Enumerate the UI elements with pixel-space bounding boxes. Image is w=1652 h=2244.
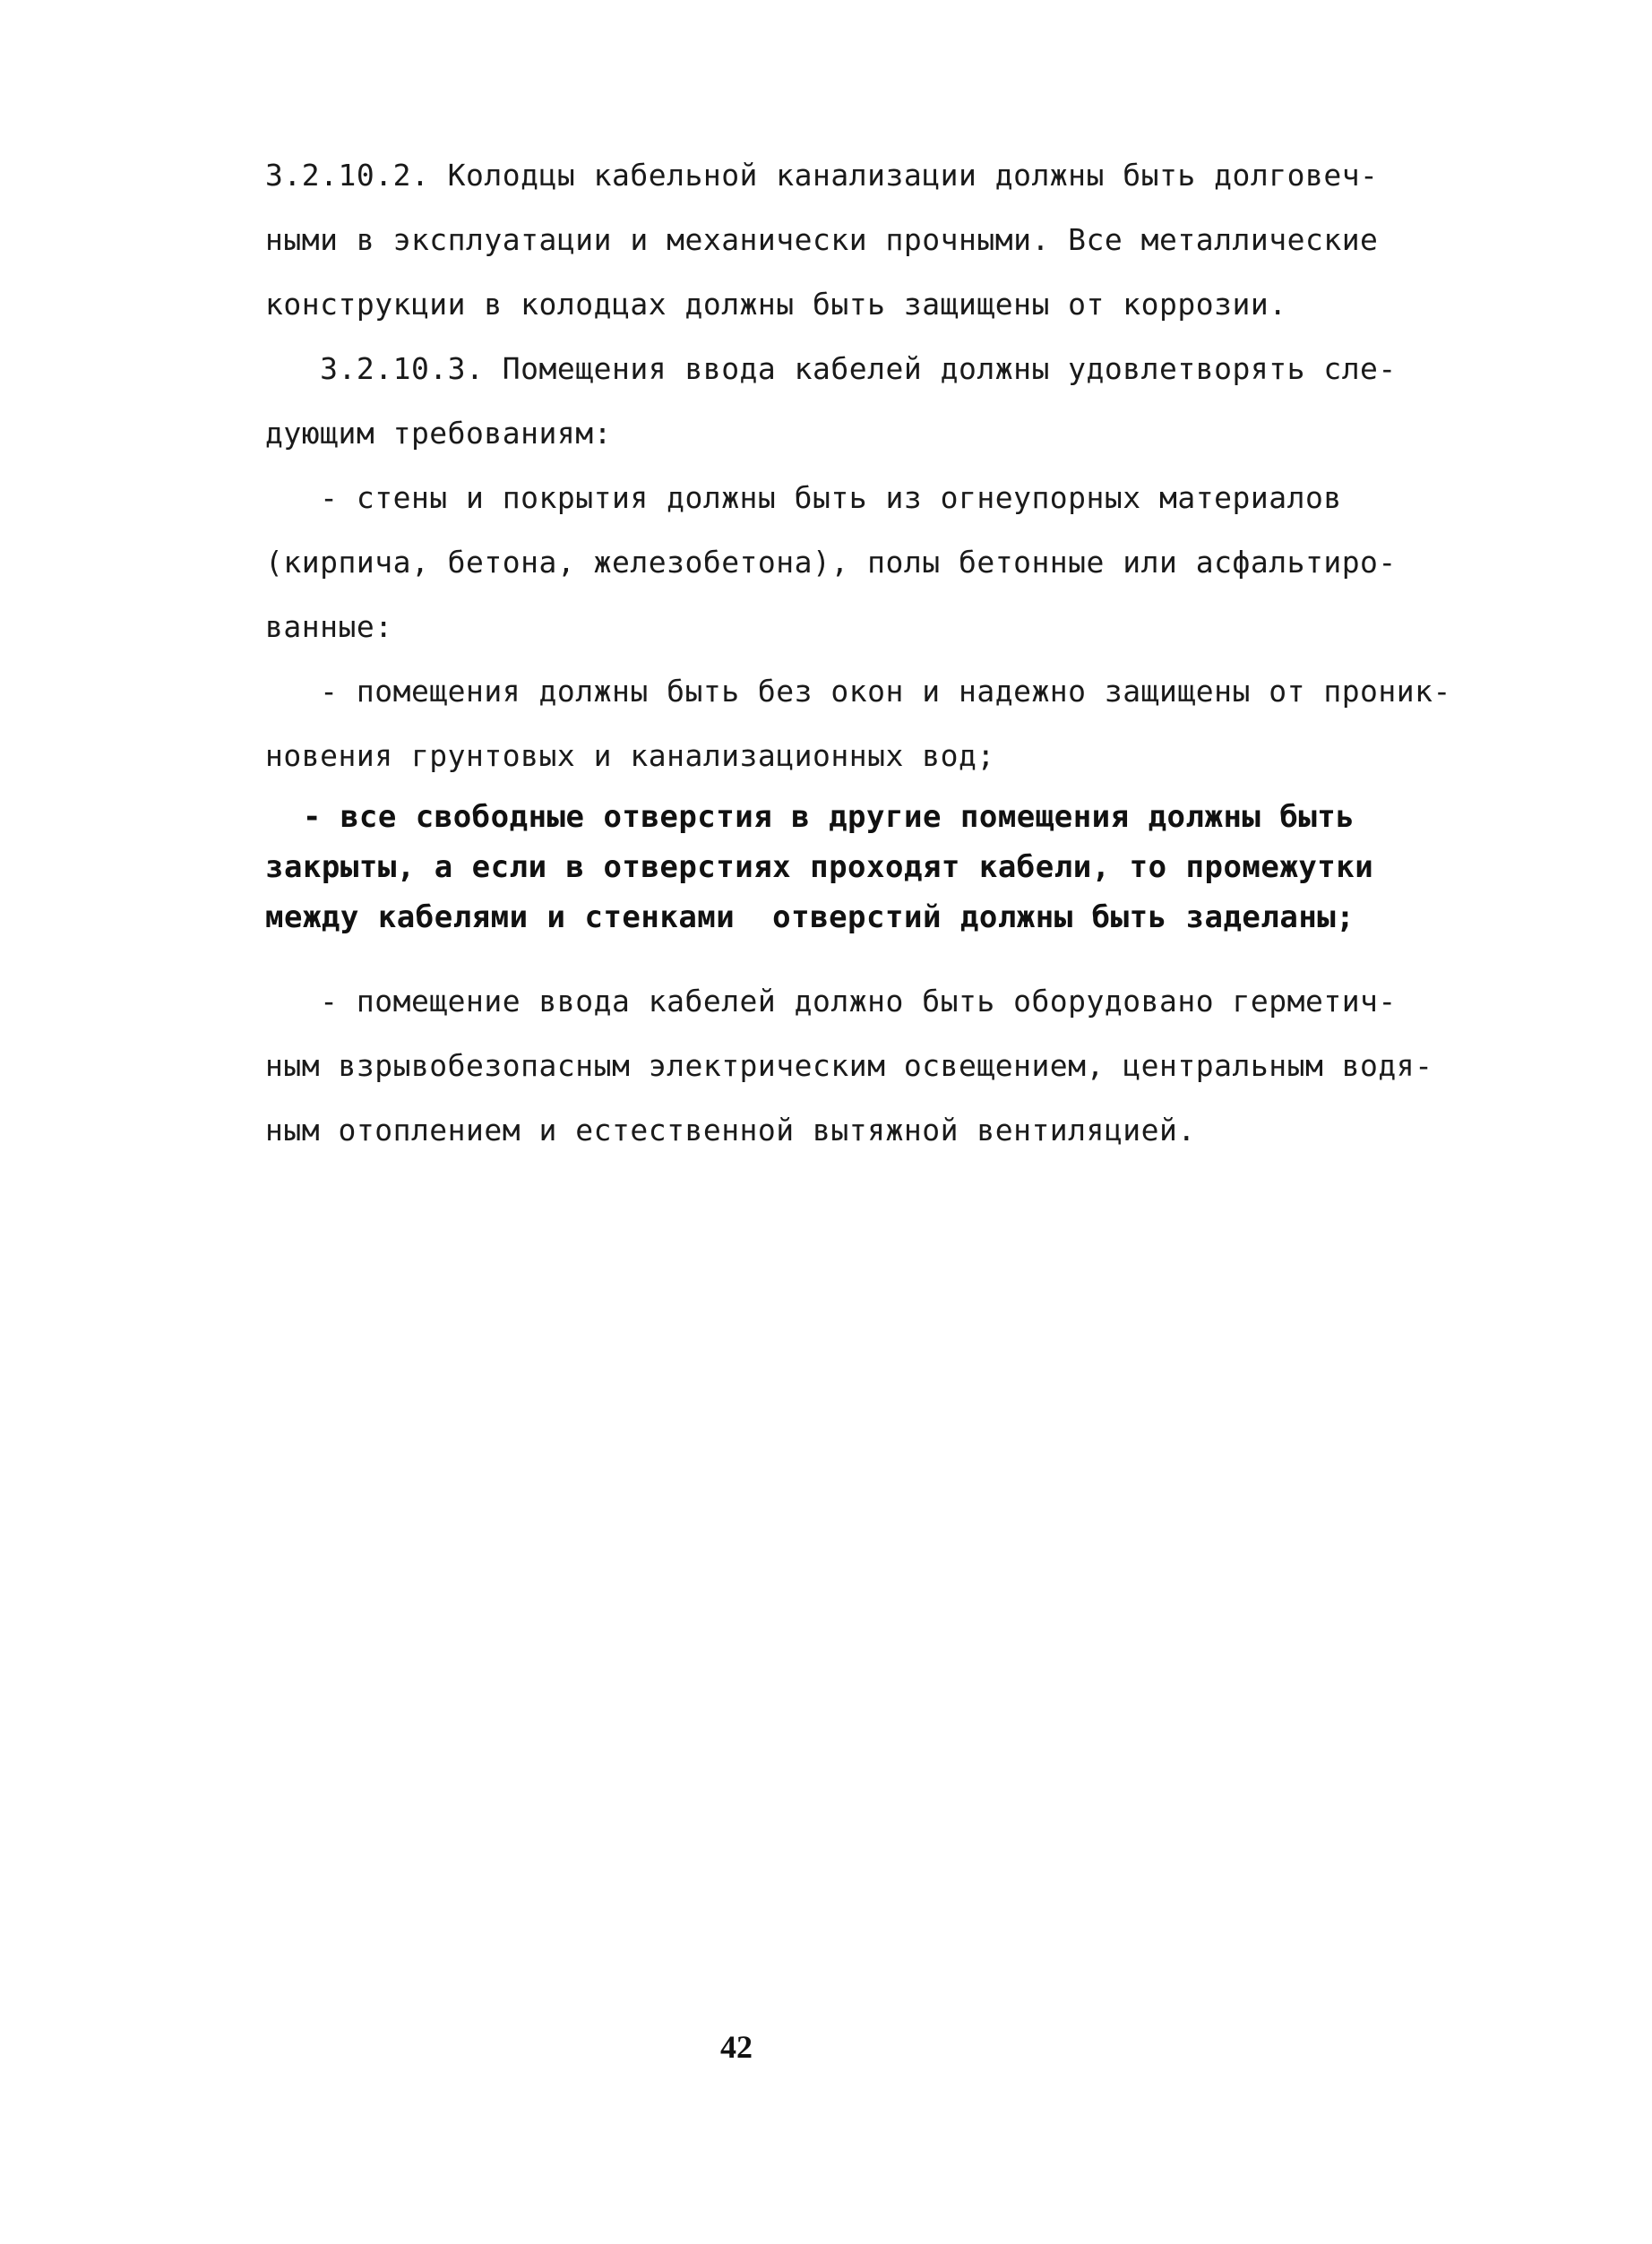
text-line: 3.2.10.2. Колодцы кабельной канализации должны быть долговеч- (265, 158, 1379, 193)
text-line: - стены и покрытия должны быть из огнеупорных материалов (265, 480, 1342, 515)
text-line: дующим требованиям: (265, 416, 612, 451)
text-line: конструкции в колодцах должны быть защищены от коррозии. (265, 287, 1287, 322)
text-line: ванные: (265, 609, 393, 644)
paragraph-3-2-10-2 (265, 143, 1484, 337)
list-item-openings-bold (265, 792, 1484, 942)
text-line: (кирпича, бетона, железобетона), полы бетонные или асфальтиро- (265, 545, 1397, 580)
text-line: ным отоплением и естественной вытяжной вентиляцией. (265, 1113, 1196, 1148)
list-item-equipment (265, 969, 1484, 1163)
text-line: новения грунтовых и канализационных вод; (265, 738, 995, 773)
text-line: - помещения должны быть без окон и надежно защищены от проник- (265, 674, 1451, 709)
text-line: ным взрывобезопасным электрическим освещением, центральным водя- (265, 1048, 1433, 1083)
page-number: 42 (720, 2029, 753, 2065)
text-line: - помещение ввода кабелей должно быть оборудовано герметич- (265, 984, 1397, 1019)
list-item-walls (265, 466, 1484, 659)
paragraph-3-2-10-3 (265, 337, 1484, 466)
text-line: - все свободные отверстия в другие помещения должны быть (265, 799, 1355, 835)
text-line: закрыты, а если в отверстиях проходят кабели, то промежутки (265, 849, 1374, 885)
text-line: 3.2.10.3. Помещения ввода кабелей должны удовлетворять сле- (265, 351, 1397, 386)
text-line: между кабелями и стенками отверстий должны быть заделаны; (265, 899, 1355, 935)
text-line: ными в эксплуатации и механически прочными. Все металлические (265, 222, 1379, 257)
list-item-windows (265, 659, 1484, 788)
